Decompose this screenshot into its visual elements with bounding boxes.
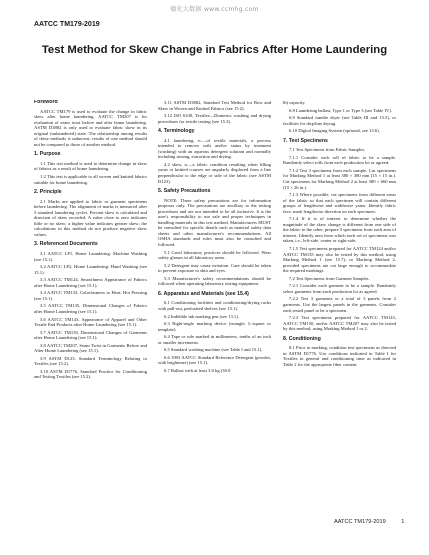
paragraph: 1.1 This test method is used to determine change in skew of fabrics as a result of home laundering. [34,160,147,172]
paragraph: NOTE: These safety precautions are for information purposes only. The precautions are ancillary to the testing procedures and are not intended to be all inclusive. It is the user's responsibility to use safe and proper techniques in handling materials in this test method. Manufacturers MUST be consulted for specific details such as material safety data sheets and other manufacturer's recommendations. All OSHA standards and rules must also be consulted and followed. [158,197,271,248]
paragraph: 3.6 AATCC TM143, Appearance of Apparel and Other Textile End Products after Home Laundering (see 15.1). [34,316,147,328]
section-heading: 3. Referenced Documents [34,241,98,248]
paragraph: 7.2.2 Test 3 garments or a total of 3 panels from 2 garments. Use the largest panels in the garments. Consider each tested panel to be a specimen. [283,296,396,313]
paragraph: 6.7 Ballast with at least 3.0 kg (30.0 [164,367,231,373]
paragraph: 7.1.4 If it is of interest to determine whether the magnitude of the skew change is different from one side of the fabric to the other, prepare 3 specimens from each area of interest. Identify area from which each set of specimens was taken, i.e., left-side, center or right-side. [283,216,396,244]
paragraph: 6.8 Laundering ballast, Type 1 or Type 3 (see Table IV). [289,107,393,113]
paragraph: 3.2 AATCC LP2, Home Laundering: Hand Washing (see 15.1). [34,264,147,275]
paragraph: 7.1.3 Where possible, cut specimens from different areas of the fabric so that each specimen will contain different groups of lengthwise and widthwise yarns. Identify fabric face, mark lengthwise direction on each specimen. [283,192,396,214]
paragraph: 7.2.1 Consider each garment to be a sample. Randomly select garments from each production lot as agreed. [283,283,396,294]
paragraph: 6.2 Indelible ink marking pen (see 13.1). [164,313,239,319]
section-heading: 7. Test Specimens [283,137,328,144]
paragraph: 6.5 Standard washing machine (see Table I and 15.1). [164,347,263,353]
paragraph: 7.1.2 Test 3 specimens from each sample. Cut specimens for Marking Method 1 at least 380 × 380 mm (15 × 15 in.). Cut specimens for Marking Method 2 at least 380 × 660 mm (15 × 26 in.). [283,167,396,190]
section-heading: 1. Purpose [34,151,61,158]
document-id: AATCC TM179-2019 [34,21,100,28]
paragraph: AATCC TM179 is used to evaluate the change in fabric skew after home laundering. AATCC TM207 is for evaluation of seam twist before and after home laundering. ASTM D3882 is only used to evaluate fabric skew in its original (unlaundered) state. The relationship among results of these methods is unknown; results of one method should not be compared to those of another method. [34,108,147,147]
paragraph: 5.1 Good laboratory practices should be followed. Wear safety glasses in all laboratory areas. [158,249,271,261]
paragraph: 6.1 Conditioning facilities and conditioning/drying racks with pull-out, perforated shelves (see 15.1). [158,300,271,311]
paragraph: 3.9 ASTM D123, Standard Terminology Relating to Textiles (see 15.2). [34,355,147,367]
section-heading: Foreword [34,100,58,105]
paragraph: 6.9 Standard tumble dryer (see Table III and 15.5), or facilities for drip/line drying. [283,115,396,126]
paragraph: 7.1 Test Specimens from Fabric Samples. [289,147,366,153]
paragraph: 6.10 Digital Imaging System (optional, see 13.6). [289,128,380,134]
column-2 [158,100,271,528]
section-heading: 4. Terminology [158,128,195,135]
paragraph: 7.2 Test Specimens from Garment Samples. [289,275,370,281]
paragraph: lb) capacity. [283,100,306,105]
section-heading: 6. Apparatus and Materials (see 15.4) [158,290,249,297]
page-title: Test Method for Skew Change in Fabrics After Home Laundering [41,44,388,56]
paragraph: 3.1 AATCC LP1, Home Laundering: Machine Washing (see 15.1). [34,251,147,262]
footer-doc-id: AATCC TM179-2019 [334,519,386,525]
paragraph: 4.2 skew, n.—a fabric condition resulting when filling yarns or knitted courses are angularly displaced from a line perpendicular to the edge or side of the fabric (see ASTM D123). [158,161,271,184]
paragraph: 7.2.3 Test specimens prepared for AATCC TM143, AATCC TM150, and/or AATCC TM207 may also be tested by this method, using Marking Method 1 or 2. [283,315,396,332]
paragraph: 7.1.1 Consider each roll of fabric to be a sample. Randomly select rolls from each production lot or agreed. [283,154,396,166]
page-footer [334,519,404,525]
paragraph: 4.1 laundering, n.—of textile materials, a process intended to remove soils and/or stains by treatment (washing) with an aqueous detergent solution and normally including rinsing, extraction and drying. [158,137,271,160]
paragraph: 6.3 Right-angle marking device (triangle, L-square or template). [158,321,271,332]
paragraph: 6.6 1993 AATCC Standard Reference Detergent (powder, with brightener) (see 15.1). [158,354,271,366]
paragraph: 3.7 AATCC TM150, Dimensional Changes of Garments after Home Laundering (see 15.1). [34,329,147,341]
paragraph: 2.1 Marks are applied to fabric or garment specimens before laundering. The alignment of marks is measured after 3 standard laundering cycles. Percent skew is calculated and direction of skew recorded. A value close to zero indicates little or no skew; a higher value indicates greater skew; the calculations in this method do not produce negative skew values. [34,198,147,237]
paragraph: 5.3 Manufacturer's safety recommendations should be followed when operating laboratory testing equipment. [158,275,271,287]
page-number: 1 [401,519,405,525]
paragraph: 6.4 Tape or rule marked in millimeters, tenths of an inch or smaller increments. [158,334,271,345]
section-heading: 5. Safety Precautions [158,188,211,195]
paragraph: 5.2 Detergent may cause irritation. Care should be taken to prevent exposure to skin and eyes. [158,262,271,274]
paragraph: 3.3 AATCC TM124, Smoothness Appearance of Fabrics after Home Laundering (see 15.1). [34,277,147,288]
watermark: 德化大数据 www.ccmhg.com [170,6,259,13]
column-3 [283,100,396,528]
paragraph: 3.8 AATCC TM207, Seam Twist in Garments Before and After Home Laundering (see 15.1). [34,342,147,354]
paragraph: 7.1.5 Test specimens prepared for AATCC TM124 and/or AATCC TM135 may also be tested by this method, using Marking Method 1 (see 15.7), or Marking Method 2, provided specimens are cut large enough to accommodate the required markings. [283,246,396,274]
paragraph: 3.11 ASTM D3882, Standard Test Method for Bow and Skew in Woven and Knitted Fabrics (see 15.2). [158,100,271,111]
section-heading: 2. Principle [34,189,62,196]
paragraph: 3.12 ISO 6330, Textiles—Domestic washing and drying procedures for textile testing (see 15.3). [158,113,271,124]
paragraph: 1.2 This test is applicable to all woven and knitted fabrics suitable for home laundering. [34,174,147,185]
paragraph: 8.1 Prior to marking, condition test specimens as directed in ASTM D1776. Use conditions indicated in Table I for Textiles in general and conditioning time as indicated in Table 2 for the appropriate fiber content. [283,345,396,367]
section-heading: 8. Conditioning [283,335,321,342]
column-1 [34,100,147,528]
paragraph: 3.5 AATCC TM135, Dimensional Changes of Fabrics after Home Laundering (see 15.1). [34,303,147,314]
paragraph: 3.10 ASTM D1776, Standard Practice for Conditioning and Testing Textiles (see 15.2). [34,368,147,380]
paragraph: 3.4 AATCC TM133, Colorfastness to Heat: Hot Pressing (see 15.1). [34,290,147,301]
